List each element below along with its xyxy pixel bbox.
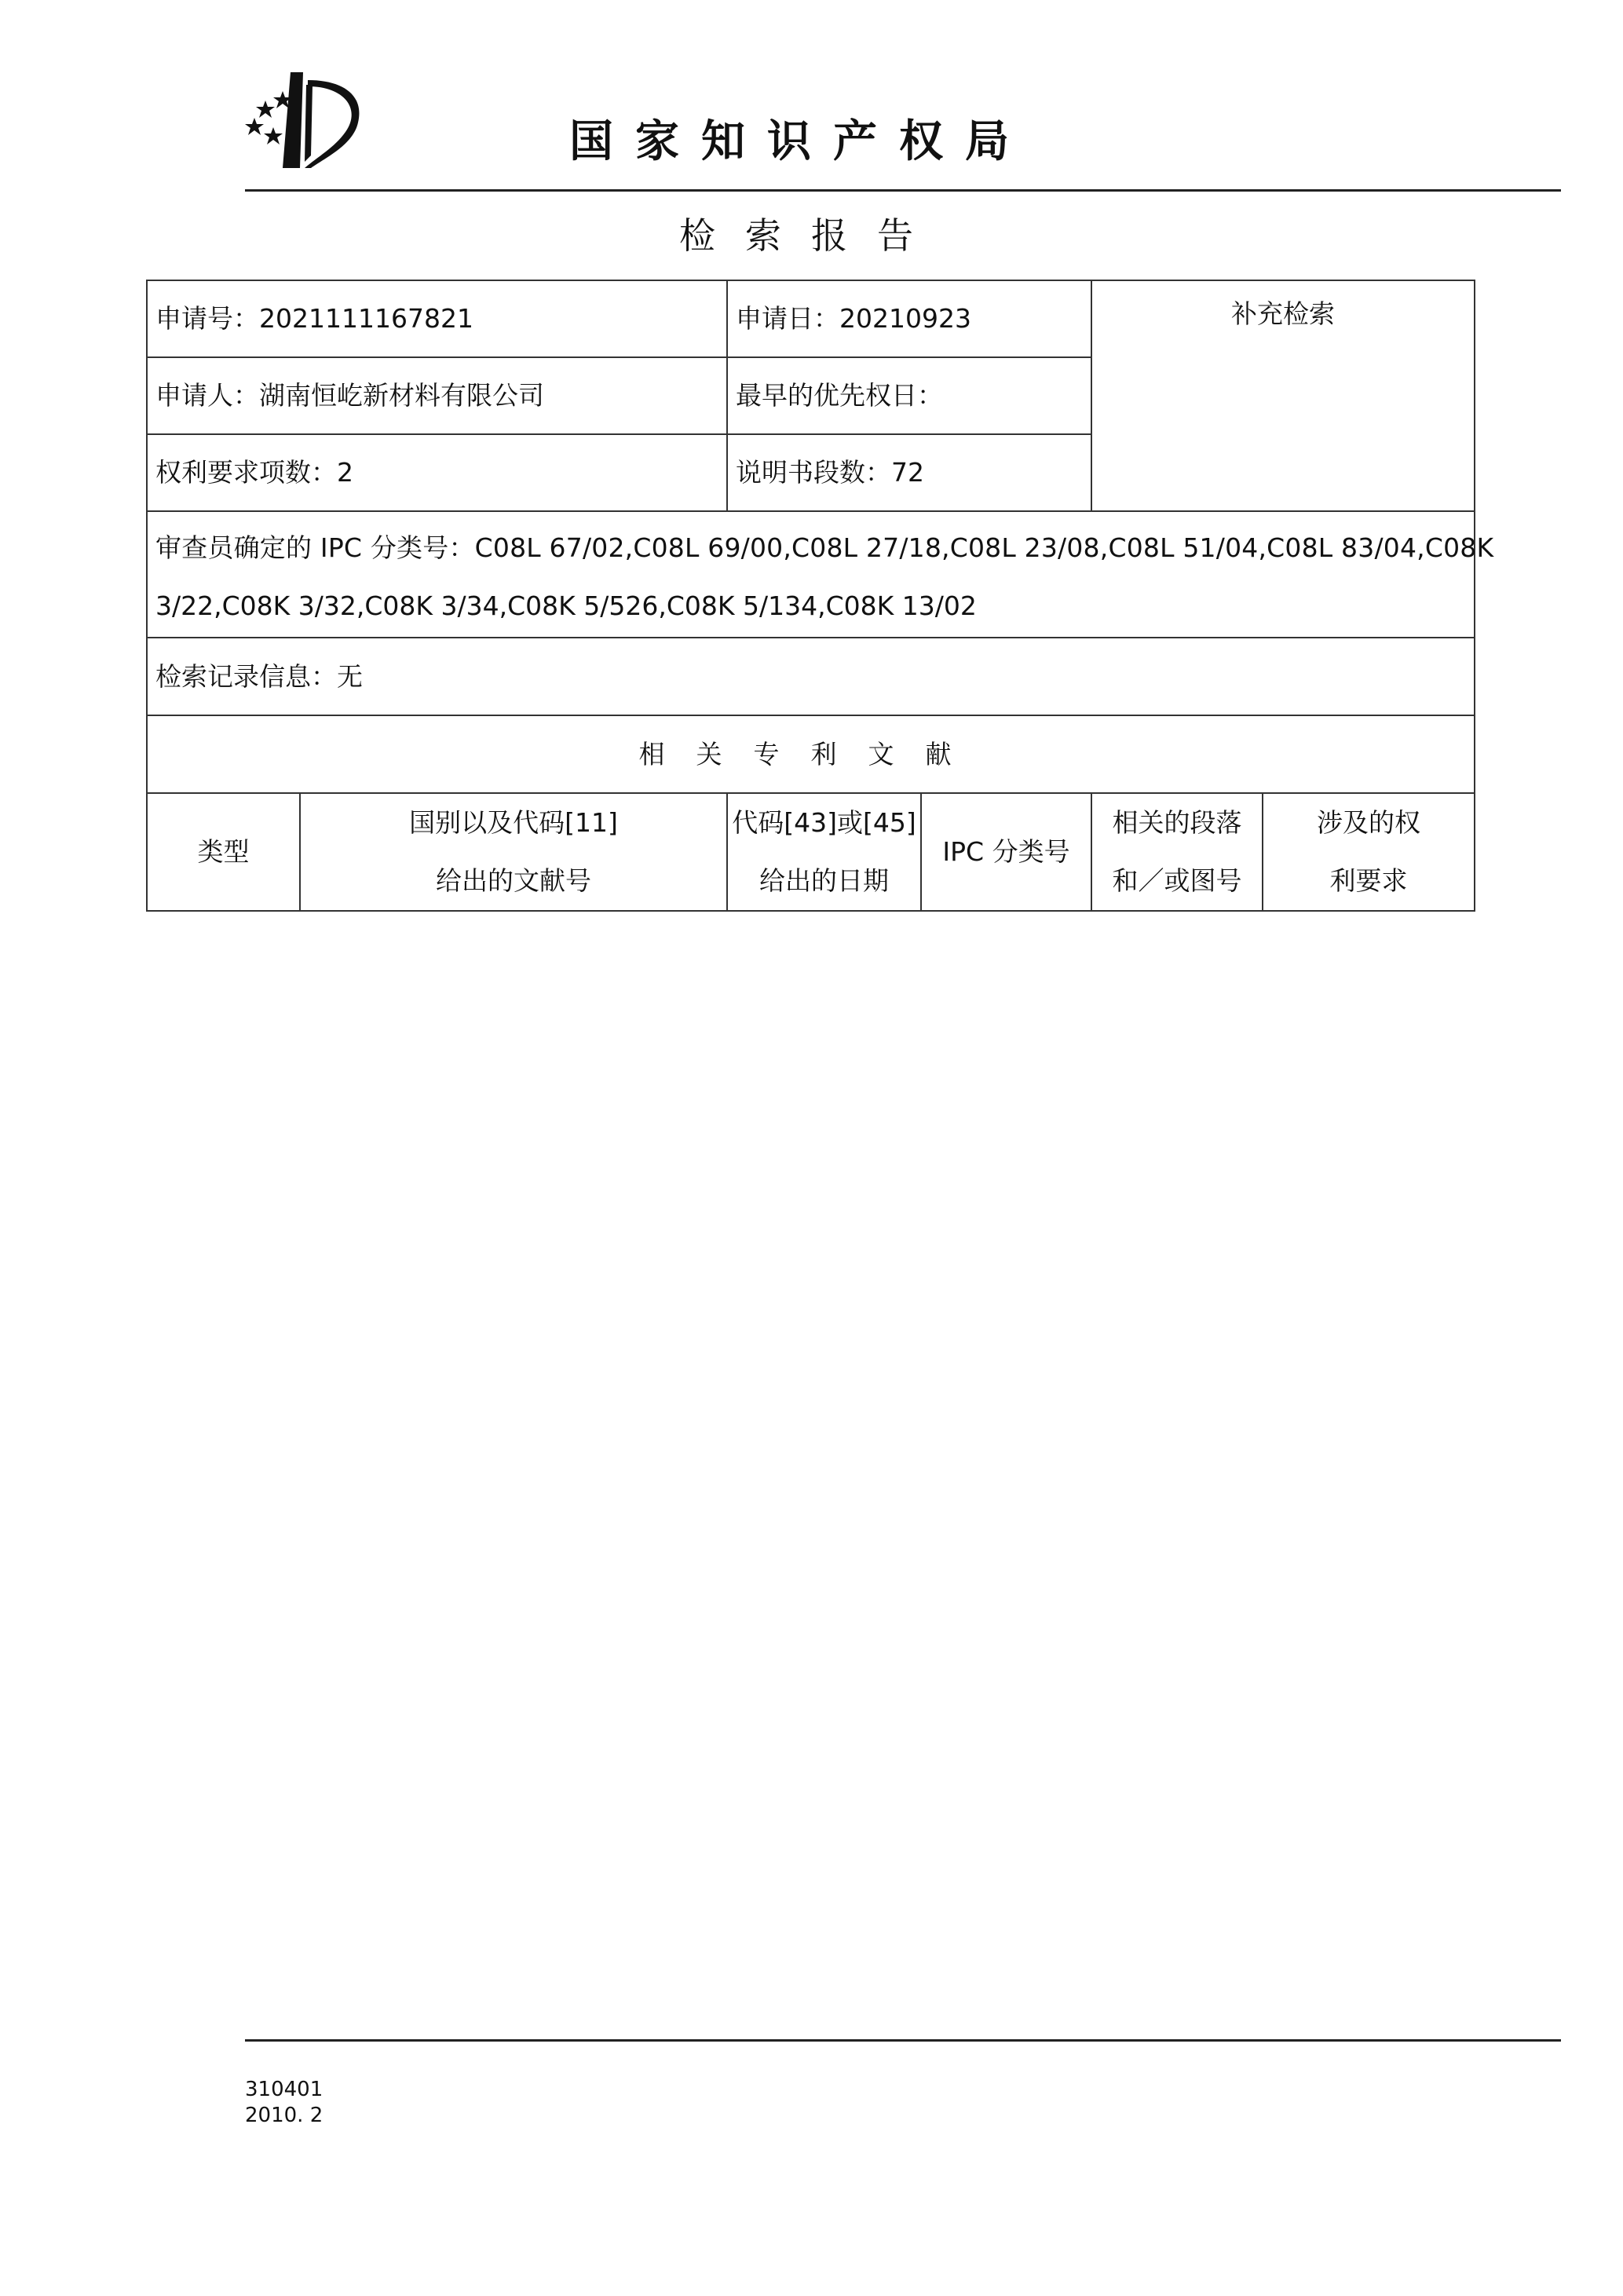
- form-code-number: 310401: [245, 2078, 324, 2101]
- column-header-line-1: 国别以及代码[11]: [409, 807, 618, 838]
- earliest-priority-cell: 最早的优先权日：: [727, 357, 1091, 434]
- filing-date-cell: 申请日：20210923: [727, 280, 1091, 357]
- column-header-line-2: 和／或图号: [1112, 865, 1242, 896]
- search-report-table: [146, 280, 1494, 912]
- form-version: 2010. 2: [245, 2104, 324, 2127]
- column-header-line-1: IPC 分类号: [942, 836, 1070, 867]
- ipc-classification-cell: [147, 511, 1494, 638]
- column-header-document-number: [300, 793, 727, 911]
- application-number-cell: 申请号：2021111167821: [147, 280, 727, 357]
- report-title: 检索报告: [679, 214, 943, 257]
- column-header-line-1: 涉及的权: [1317, 807, 1421, 838]
- ipc-line-2: 3/22,C08K 3/32,C08K 3/34,C08K 5/526,C08K 5/134,C08K 13/02: [155, 590, 977, 621]
- column-header-ipc: [921, 793, 1091, 911]
- column-header-line-1: 类型: [197, 836, 250, 867]
- header-rule: [245, 189, 1561, 192]
- ipc-line-1: 审查员确定的 IPC 分类号：C08L 67/02,C08L 69/00,C08L 27/18,C08L 23/08,C08L 51/04,C08L 83/04,C08K: [155, 532, 1494, 563]
- column-header-paragraphs: [1091, 793, 1263, 911]
- description-paragraphs-cell: 说明书段数：72: [727, 434, 1091, 511]
- column-header-line-1: 代码[43]或[45]: [732, 807, 916, 838]
- claims-count-cell: 权利要求项数：2: [147, 434, 727, 511]
- related-documents-title: 相关专利文献: [147, 715, 1475, 793]
- applicant-cell: 申请人：湖南恒屹新材料有限公司: [147, 357, 727, 434]
- search-log-cell: 检索记录信息：无: [147, 638, 1475, 715]
- footer-rule: [245, 2039, 1561, 2042]
- column-header-line-2: 给出的日期: [759, 865, 890, 896]
- form-code: [245, 2077, 323, 2129]
- column-header-date: [727, 793, 921, 911]
- supplementary-search-cell: 补充检索: [1091, 280, 1475, 511]
- column-header-line-1: 相关的段落: [1112, 807, 1242, 838]
- column-header-type: [147, 793, 300, 911]
- column-header-claims: [1263, 793, 1475, 911]
- column-header-line-2: 利要求: [1329, 865, 1408, 896]
- cnipa-emblem-icon: [236, 69, 369, 171]
- column-header-line-2: 给出的文献号: [436, 865, 591, 896]
- office-name: 国家知识产权局: [569, 116, 1031, 167]
